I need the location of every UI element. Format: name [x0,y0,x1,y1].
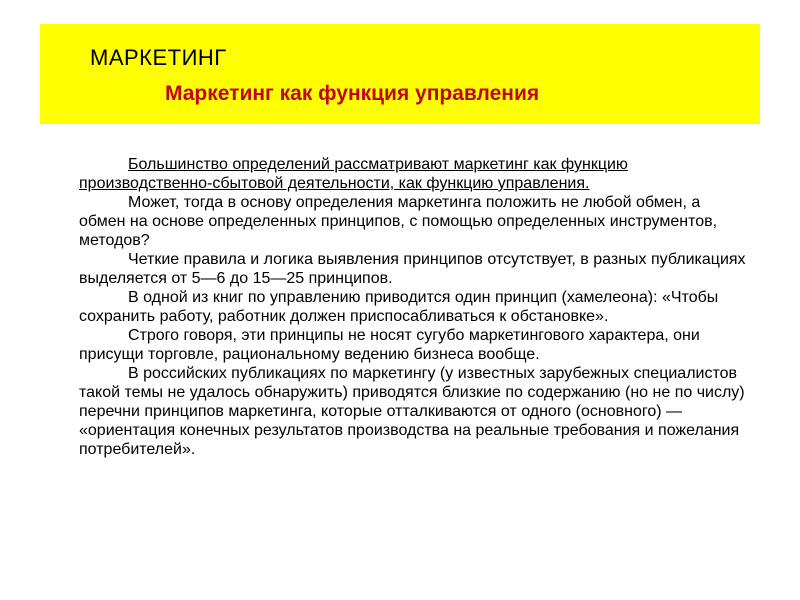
body-text [79,155,749,459]
slide-title: Маркетинг как функция управления [165,82,540,105]
paragraph-4: В одной из книг по управлению приводится один принцип (хамелеона): «Чтобы сохранить работу, работник должен приспосабливаться к обстановке». [79,289,719,325]
paragraph-1: Большинство определений рассматривают маркетинг как функцию производственно-сбытовой деятельности, как функцию управления. [79,156,628,192]
header-band [40,24,760,124]
header-kicker: МАРКЕТИНГ [90,45,227,70]
paragraph-5: Строго говоря, эти принципы не носят сугубо маркетингового характера, они присущи торговле, рациональному ведению бизнеса вообще. [79,327,700,363]
paragraph-3: Четкие правила и логика выявления принципов отсутствует, в разных публикациях выделяется от 5—6 до 15—25 принципов. [79,251,746,287]
paragraph-2: Может, тогда в основу определения маркетинга положить не любой обмен, а обмен на основе определенных принципов, с помощью определенных инструментов, методов? [79,194,718,249]
paragraph-6: В российских публикациях по маркетингу (у известных зарубежных специалистов такой темы не удалось обнаружить) приводятся близкие по содержанию (но не по числу) перечни принципов маркетинга, которые отталкиваются от одного (основного) — «ориентация конечных результатов производства на реальные требования и пожелания потребителей». [79,365,745,458]
